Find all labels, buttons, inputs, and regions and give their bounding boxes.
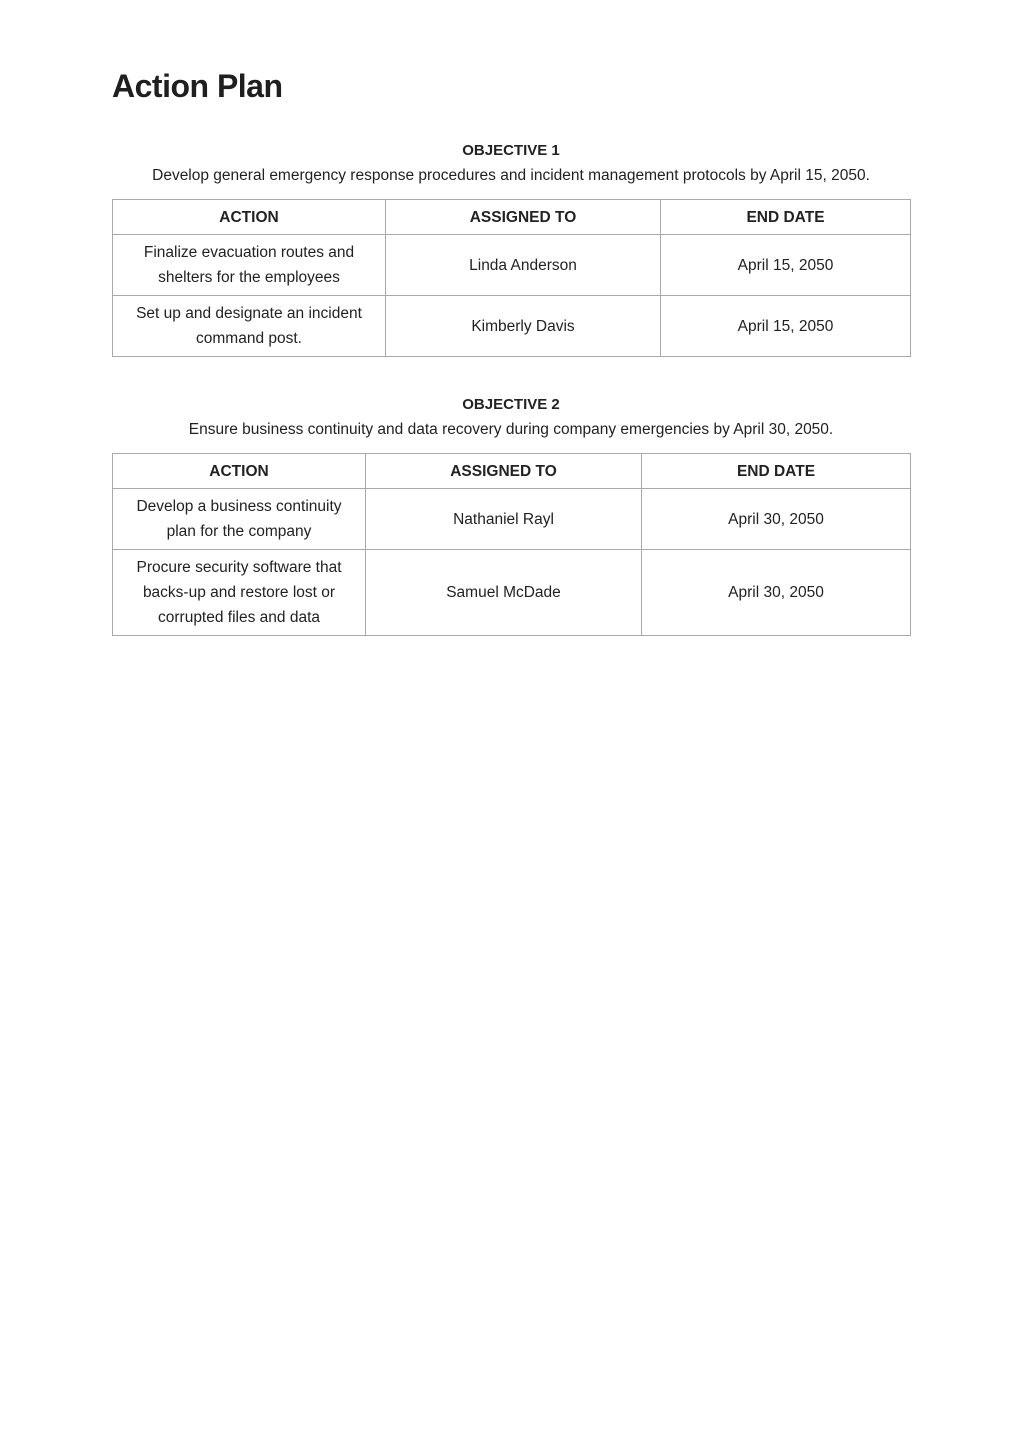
table-row bbox=[113, 489, 911, 550]
objective-description: Ensure business continuity and data recovery during company emergencies by April 30, 2050. bbox=[188, 421, 834, 438]
table-header-row bbox=[113, 200, 911, 235]
table-row bbox=[113, 296, 911, 357]
action-table bbox=[112, 453, 911, 636]
column-header-assigned-to: ASSIGNED TO bbox=[366, 454, 642, 489]
objective-section-1 bbox=[112, 141, 910, 357]
column-header-end-date: END DATE bbox=[642, 454, 911, 489]
assigned-to-cell: Kimberly Davis bbox=[386, 296, 661, 357]
column-header-assigned-to: ASSIGNED TO bbox=[386, 200, 661, 235]
objective-heading: OBJECTIVE 2 bbox=[462, 396, 560, 413]
objective-section-2 bbox=[112, 395, 910, 636]
objective-description: Develop general emergency response procedures and incident management protocols by April 15, 2050. bbox=[152, 167, 870, 184]
end-date-cell: April 30, 2050 bbox=[642, 550, 911, 636]
action-cell: Develop a business continuity plan for the company bbox=[113, 489, 366, 550]
objective-heading: OBJECTIVE 1 bbox=[462, 142, 560, 159]
end-date-cell: April 30, 2050 bbox=[642, 489, 911, 550]
assigned-to-cell: Samuel McDade bbox=[366, 550, 642, 636]
table-row bbox=[113, 550, 911, 636]
end-date-cell: April 15, 2050 bbox=[661, 235, 911, 296]
table-row bbox=[113, 235, 911, 296]
column-header-end-date: END DATE bbox=[661, 200, 911, 235]
page-title: Action Plan bbox=[112, 68, 283, 104]
action-cell: Set up and designate an incident command post. bbox=[113, 296, 386, 357]
column-header-action: ACTION bbox=[113, 454, 366, 489]
action-table bbox=[112, 199, 911, 357]
assigned-to-cell: Linda Anderson bbox=[386, 235, 661, 296]
action-cell: Finalize evacuation routes and shelters for the employees bbox=[113, 235, 386, 296]
assigned-to-cell: Nathaniel Rayl bbox=[366, 489, 642, 550]
action-cell: Procure security software that backs-up and restore lost or corrupted files and data bbox=[113, 550, 366, 636]
table-header-row bbox=[113, 454, 911, 489]
column-header-action: ACTION bbox=[113, 200, 386, 235]
end-date-cell: April 15, 2050 bbox=[661, 296, 911, 357]
